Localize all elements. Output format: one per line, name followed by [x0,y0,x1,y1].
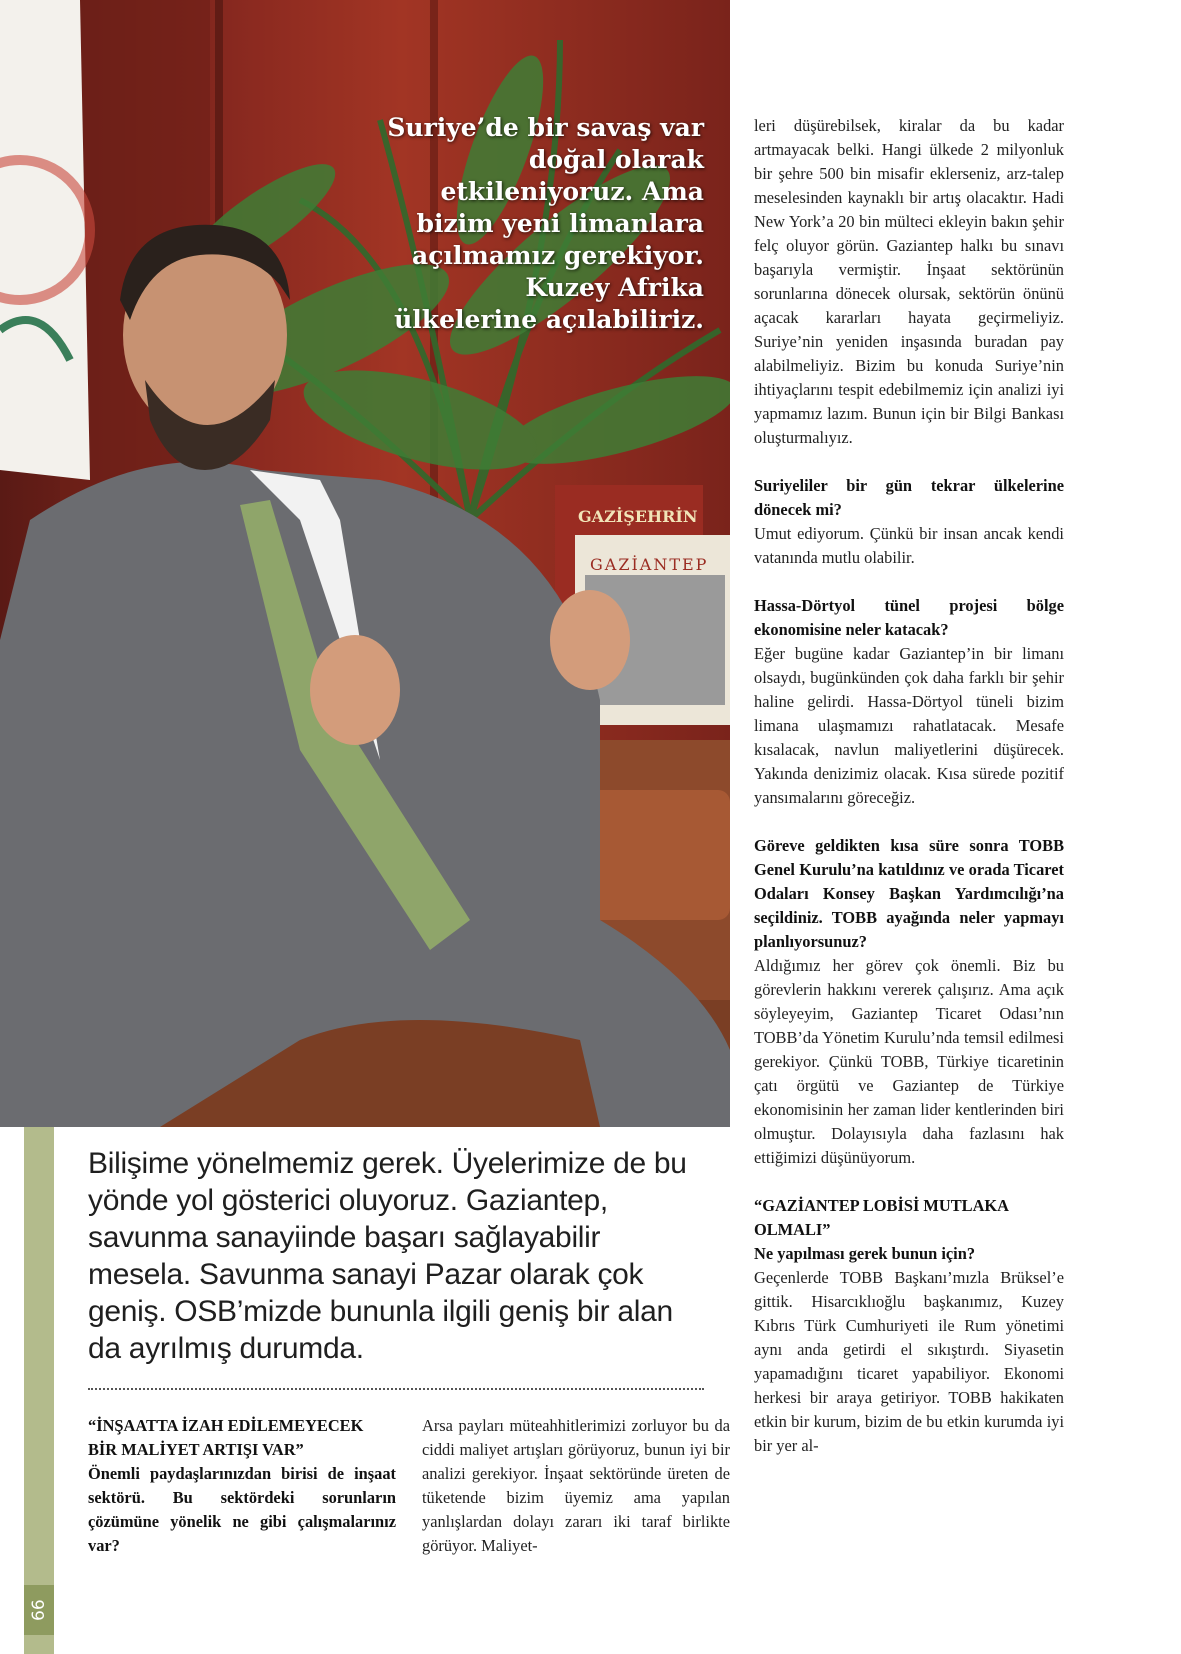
answer-suriyeliler: Umut ediyorum. Çünkü bir insan ancak kendi vatanında mutlu olabilir. [754,524,1064,567]
answer-insaat: Arsa payları müteahhitlerimizi zorluyor bu da ciddi maliyet artışları görüyoruz, bunun iyi bir analizi gerekiyor. İnşaat sektöründe üreten de tüketende bizim üyemiz ama yapılan yanlışlardan dolayı zararı iki taraf birlikte görüyor. Maliyet- [422,1416,730,1555]
answer-hassa-dortyol: Eğer bugüne kadar Gaziantep’in bir limanı olsaydı, bugünkünden çok daha farklı bir şehir haline gelirdi. Hassa-Dörtyol tüneli bizim limana ulaşmamızı rahatlatacak. Mesafe kısalacak, navlun maliyetlerini düşürecek. Yakında denizimiz olacak. Kısa sürede pozitif yansımalarını göreceğiz. [754,644,1064,807]
answer-continued: leri düşürebilsek, kiralar da bu kadar artmayacak belki. Hangi ülkede 2 milyonluk bir şehre 500 bin misafir eklerseniz, arz-talep meselesinden kaynaklı bir artış olacaktır. Hadi New York’a 20 bin mülteci ekleyin bakın şehir felç oluyor görün. Gaziantep halkı bu sınavı başarıyla vermiştir. İnşaat sektörünün sorunlarına dönecek olursak, sektörün önünü açacak kararları hayata geçirmeliyiz. Suriye’nin yeniden inşasında buradan pay alabilmeliyiz. Bizim bu konuda Suriye’nin ihtiyaçlarını tespit edebilmemiz için analizi iyi yapmamız lazım. Bunun için bir Bilgi Bankası oluşturmalıyız. [754,116,1064,447]
answer-tobb: Aldığımız her görev çok önemli. Biz bu görevlerin hakkını vererek çalışırız. Ama açık söyleyeyim, Gaziantep Ticaret Odası’nın TOBB’da Yönetim Kurulu’nda temsil edilmesi gerekiyor. Çünkü TOBB, Türkiye ticaretinin çatı örgütü ve Gaziantep de Türkiye ekonomisinin her zaman lider kentlerinden biri olmuştur. Dolayısıyla daha fazlasını hak ettiğimizi düşünüyorum. [754,956,1064,1167]
interview-photo [0,0,730,1127]
pull-quote: Bilişime yönelmemiz gerek. Üyelerimize de bu yönde yol gösterici oluyoruz. Gaziantep, savunma sanayiinde başarı sağlayabilir mesela. Savunma sanayi Pazar olarak çok geniş. OSB’mizde bununla ilgili geniş bir alan da ayrılmış durumda. [88,1147,687,1365]
section-heading-lobi: “GAZİANTEP LOBİSİ MUTLAKA OLMALI” [754,1196,1009,1239]
book-title-2: GAZİANTEP [590,555,709,574]
column-middle [422,1414,730,1558]
page-number: 66 [24,1585,54,1635]
question-lobi: Ne yapılması gerek bunun için? [754,1244,976,1263]
book-title-1: GAZİŞEHRİN [578,507,698,526]
question-hassa-dortyol: Hassa-Dörtyol tünel projesi bölge ekonomisine neler katacak? [754,596,1064,639]
column-right [754,114,1064,1458]
section-heading-insaat: “İNŞAATTA İZAH EDİLEMEYECEK BİR MALİYET ARTIŞI VAR” [88,1416,364,1459]
dotted-divider [88,1388,704,1390]
question-suriyeliler: Suriyeliler bir gün tekrar ülkelerine dönecek mi? [754,476,1064,519]
answer-lobi: Geçenlerde TOBB Başkanı’mızla Brüksel’e gittik. Hisarcıklıoğlu başkanımız, Kuzey Kıbrıs Türk Cumhuriyeti ile Rum yönetimi aynı anda getirdi el sıkıştırdı. Siyasetin yapamadığını ticaret yapabiliyor. Ekonomi herkesi bir araya getiriyor. TOBB hakikaten etkin bir kurum, bizim de bu etkin kurumda iyi bir yer al- [754,1268,1064,1455]
question-insaat: Önemli paydaşlarınızdan birisi de inşaat sektörü. Bu sektördeki sorunların çözümüne yönelik ne gibi çalışmalarınız var? [88,1464,396,1555]
question-tobb: Göreve geldikten kısa süre sonra TOBB Genel Kurulu’na katıldınız ve orada Ticaret Odaları Konsey Başkan Yardımcılığı’na seçildiniz. TOBB ayağında neler yapmayı planlıyorsunuz? [754,836,1064,951]
photo-quote: Suriye’de bir savaş var doğal olarak etkileniyoruz. Ama bizim yeni limanlara açılmamız gerekiyor. Kuzey Afrika ülkelerine açılabiliriz. [387,113,704,334]
column-left [88,1414,396,1558]
